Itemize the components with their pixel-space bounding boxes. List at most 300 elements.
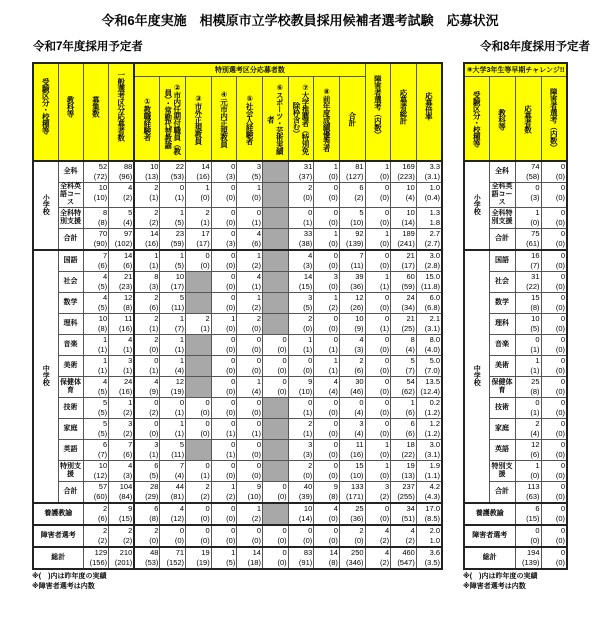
header-early-challenge: ⑨大学3年生等早期チャレンジ!! (464, 63, 567, 77)
current-value: 2 (154, 335, 159, 344)
current-value: 0 (560, 162, 566, 171)
current-value: 24 (123, 377, 133, 386)
previous-year-value: (0) (380, 366, 390, 375)
subject-label: 国語 (58, 250, 83, 272)
previous-year-value: (6) (97, 261, 108, 270)
value-cell (109, 356, 135, 377)
current-value: 40 (303, 482, 313, 491)
previous-year-value: (0) (251, 345, 261, 354)
previous-year-value: (7) (174, 324, 185, 333)
header-category: 受験区分・校種等 (464, 77, 489, 162)
table-row (464, 503, 567, 525)
previous-year-value: (0) (226, 408, 236, 417)
value-cell (541, 547, 567, 569)
value-cell (288, 377, 314, 398)
value-cell (391, 229, 417, 251)
previous-year-value: (51) (401, 514, 415, 523)
current-value: 12 (175, 377, 185, 386)
value-cell (160, 161, 186, 183)
previous-year-value: (1) (97, 366, 108, 375)
subject-label: 保健体育 (58, 377, 83, 398)
value-cell (288, 461, 314, 482)
previous-year-value: (72) (93, 172, 108, 181)
current-value: 10 (355, 314, 364, 323)
current-value: 5 (179, 440, 185, 449)
value-cell (262, 356, 288, 377)
previous-year-value: (0) (555, 387, 566, 396)
current-value: 0 (231, 293, 236, 302)
previous-year-value: (7.0) (424, 366, 440, 375)
current-value: 1 (333, 293, 338, 302)
value-cell (391, 356, 417, 377)
previous-year-value: (19) (170, 387, 185, 396)
value-cell (211, 398, 237, 419)
previous-year-value: (2) (97, 536, 108, 545)
value-cell (237, 398, 263, 419)
previous-year-value: (91) (298, 558, 313, 567)
table-row (33, 377, 442, 398)
current-value: 23 (175, 229, 185, 238)
previous-year-value: (5) (303, 303, 313, 312)
previous-year-value: (2) (328, 303, 338, 312)
value-cell (365, 335, 391, 356)
current-value: 2 (359, 356, 364, 365)
previous-year-value: (17) (196, 239, 210, 248)
previous-year-value: (0) (380, 514, 390, 523)
value-cell (134, 503, 160, 525)
header-category: 受験区分・校種等 (33, 63, 58, 161)
current-value: 10 (175, 272, 185, 281)
current-value: 0 (282, 356, 287, 365)
header-disabled: 障害者選考（内数） (541, 77, 567, 162)
value-cell (160, 461, 186, 482)
previous-year-value: (17) (170, 282, 185, 291)
previous-year-value: (0) (380, 450, 390, 459)
value-cell (134, 377, 160, 398)
value-cell (160, 419, 186, 440)
previous-year-value: (0) (328, 471, 338, 480)
current-value: 0 (282, 335, 287, 344)
current-value: 0 (385, 208, 390, 217)
current-value: 1.0 (429, 183, 440, 192)
current-value: 6 (359, 183, 364, 192)
value-cell (237, 377, 263, 398)
value-cell (237, 503, 263, 525)
previous-year-value: (2) (200, 492, 210, 501)
value-cell (541, 161, 567, 183)
current-value: 2 (154, 183, 159, 192)
table-row (33, 229, 442, 251)
previous-year-value: (6) (123, 261, 133, 270)
subject-label: 全科 (58, 161, 83, 183)
subject-label: 理科 (489, 314, 515, 335)
previous-year-value: (0) (277, 387, 287, 396)
value-cell (83, 440, 109, 461)
value-cell (365, 461, 391, 482)
current-value: 0 (333, 461, 338, 470)
previous-year-value: (59) (401, 282, 415, 291)
current-value: 0 (256, 526, 261, 535)
previous-year-value: (127) (346, 172, 364, 181)
previous-year-value: (7) (405, 366, 415, 375)
current-value: 0 (205, 419, 210, 428)
current-value: 14 (123, 251, 133, 260)
not-applicable-cell (262, 183, 288, 208)
current-value: 0 (359, 398, 364, 407)
current-value: 7 (128, 440, 133, 449)
value-cell (109, 398, 135, 419)
value-cell (541, 314, 567, 335)
current-value: 71 (175, 548, 185, 557)
note: ※障害者選考は内数 (463, 583, 526, 590)
previous-year-value: (4) (328, 387, 338, 396)
previous-year-value: (11) (171, 303, 185, 312)
current-value: 0 (282, 526, 287, 535)
previous-year-value: (1) (226, 450, 236, 459)
previous-year-value: (0) (200, 193, 210, 202)
value-cell (160, 293, 186, 314)
value-cell (134, 547, 160, 569)
current-value: 21 (123, 272, 133, 281)
current-value: 1 (205, 183, 210, 192)
previous-year-value: (0) (380, 193, 390, 202)
current-value: 3 (128, 356, 133, 365)
current-value: 19 (201, 548, 210, 557)
value-cell (365, 398, 391, 419)
previous-year-value: (0) (226, 282, 236, 291)
value-cell (416, 183, 442, 208)
previous-year-value: (2) (251, 303, 261, 312)
value-cell (134, 183, 160, 208)
value-cell (314, 525, 340, 547)
previous-year-value: (15) (118, 514, 133, 523)
current-value: 15.0 (425, 272, 440, 281)
value-cell (109, 229, 135, 251)
previous-year-value: (5) (149, 471, 159, 480)
current-value: 21 (406, 314, 415, 323)
previous-year-value: (346) (346, 558, 364, 567)
table-row (33, 461, 442, 482)
value-cell (160, 547, 186, 569)
previous-year-value: (26) (350, 303, 364, 312)
current-value: 0 (535, 398, 540, 407)
previous-year-value: (0) (555, 345, 566, 354)
previous-year-value: (12) (93, 471, 108, 480)
value-cell (314, 482, 340, 504)
previous-year-value: (6) (405, 429, 415, 438)
value-cell (211, 440, 237, 461)
value-cell (339, 272, 365, 293)
current-value: 0 (560, 251, 566, 260)
previous-year-value: (139) (521, 558, 540, 567)
value-cell (186, 208, 212, 229)
value-cell (288, 161, 314, 183)
previous-year-value: (36) (350, 282, 364, 291)
value-cell (160, 398, 186, 419)
current-value: 0 (231, 272, 236, 281)
value-cell (339, 503, 365, 525)
value-cell (186, 547, 212, 569)
value-cell (109, 335, 135, 356)
previous-year-value: (0) (149, 536, 159, 545)
previous-year-value: (15) (526, 514, 540, 523)
current-value: 3 (385, 482, 390, 491)
current-value: 0 (231, 162, 236, 171)
current-value: 6 (102, 440, 108, 449)
value-cell (211, 161, 237, 183)
value-cell (541, 440, 567, 461)
previous-year-value: (1) (174, 408, 185, 417)
previous-year-value: (0) (555, 558, 566, 567)
current-value: 10 (406, 208, 415, 217)
previous-year-value: (0) (555, 193, 566, 202)
current-value: 0 (560, 548, 566, 557)
current-value: 8 (154, 272, 159, 281)
previous-year-value: (0) (555, 408, 566, 417)
current-value: 460 (402, 548, 415, 557)
previous-year-value: (96) (118, 172, 133, 181)
current-value: 6 (154, 504, 159, 513)
value-cell (109, 208, 135, 229)
current-value: 0 (154, 356, 159, 365)
subject-label: 家庭 (489, 419, 515, 440)
current-value: 81 (355, 162, 364, 171)
previous-year-value: (8) (328, 558, 338, 567)
previous-year-value: (3) (303, 450, 313, 459)
previous-year-value: (46) (350, 387, 364, 396)
previous-year-value: (2) (149, 218, 159, 227)
previous-year-value: (0) (251, 324, 261, 333)
previous-year-value: (0) (380, 303, 390, 312)
current-value: 0 (154, 398, 159, 407)
value-cell (211, 183, 237, 208)
previous-year-value: (0) (251, 408, 261, 417)
previous-year-value: (0) (380, 387, 390, 396)
previous-year-value: (5) (97, 387, 108, 396)
header-special-2: ②市内任期付職員（教員）・常勤代替教諭 (160, 77, 186, 162)
value-cell (211, 503, 237, 525)
value-cell (339, 293, 365, 314)
current-value: 1 (256, 504, 261, 513)
current-value: 0 (231, 229, 236, 238)
current-value: 21 (406, 251, 415, 260)
previous-year-value: (5) (226, 558, 236, 567)
current-value: 97 (123, 229, 133, 238)
subject-label: 保健体育 (489, 377, 515, 398)
previous-year-value: (12) (170, 514, 185, 523)
table-row (33, 183, 442, 208)
value-cell (314, 377, 340, 398)
previous-year-value: (10) (350, 471, 364, 480)
value-cell (83, 525, 109, 547)
current-value: 2 (205, 482, 210, 491)
current-value: 12 (123, 293, 133, 302)
previous-year-value: 1.8 (429, 218, 440, 227)
previous-year-value: (0) (226, 387, 236, 396)
value-cell (416, 250, 442, 272)
value-cell (541, 398, 567, 419)
value-cell (416, 398, 442, 419)
value-cell (339, 440, 365, 461)
previous-year-value: (2) (149, 408, 159, 417)
current-value: 0 (535, 335, 540, 344)
value-cell (211, 229, 237, 251)
current-value: 24 (406, 293, 415, 302)
previous-year-value: (0) (303, 324, 313, 333)
previous-year-value: (39) (298, 492, 313, 501)
value-cell (237, 208, 263, 229)
current-value: 1 (102, 335, 108, 344)
not-applicable-cell (262, 503, 288, 525)
current-value: 1 (385, 229, 390, 238)
previous-year-value: (0) (328, 261, 338, 270)
value-cell (541, 183, 567, 208)
current-value: 6 (410, 419, 415, 428)
subject-label: 音楽 (58, 335, 83, 356)
current-value: 0 (333, 440, 338, 449)
current-value: 10 (98, 183, 108, 192)
value-cell (515, 356, 541, 377)
value-cell (339, 161, 365, 183)
current-value: 7 (359, 251, 364, 260)
previous-year-value: (4) (405, 193, 415, 202)
current-value: 1 (179, 419, 185, 428)
current-value: 0 (385, 251, 390, 260)
previous-year-value: (53) (170, 172, 185, 181)
current-value: 1 (410, 398, 415, 407)
previous-year-value: (37) (298, 172, 313, 181)
header-special-9: 合計 (339, 77, 365, 162)
current-value: 0 (385, 377, 390, 386)
previous-year-value: (11.8) (420, 282, 440, 291)
current-value: 10 (531, 314, 540, 323)
current-value: 9 (256, 482, 261, 491)
previous-year-value: (14) (298, 514, 313, 523)
value-cell (160, 335, 186, 356)
current-value: 0 (333, 314, 338, 323)
subject-label: 美術 (58, 356, 83, 377)
previous-year-value: (139) (346, 239, 364, 248)
value-cell (288, 250, 314, 272)
row-label: 総計 (464, 547, 515, 569)
value-cell (365, 356, 391, 377)
current-value: 1 (333, 162, 338, 171)
previous-year-value: (8) (149, 514, 159, 523)
value-cell (365, 547, 391, 569)
not-applicable-cell (186, 335, 212, 356)
previous-year-value: (25) (401, 324, 415, 333)
value-cell (391, 503, 417, 525)
subject-label: 全科英語コース (60, 183, 81, 206)
value-cell (186, 183, 212, 208)
previous-year-value: (5) (97, 282, 108, 291)
current-value: 1 (231, 314, 236, 323)
current-value: 4 (179, 504, 185, 513)
current-value: 8.0 (429, 335, 440, 344)
current-value: 5 (128, 208, 133, 217)
subject-label: 社会 (489, 272, 515, 293)
current-value: 1 (385, 162, 390, 171)
value-cell (134, 335, 160, 356)
value-cell (134, 482, 160, 504)
value-cell (515, 377, 541, 398)
previous-year-value: (0) (328, 282, 338, 291)
value-cell (339, 208, 365, 229)
current-value: 1.3 (429, 208, 440, 217)
current-value: 1 (231, 548, 236, 557)
value-cell (515, 183, 541, 208)
current-value: 129 (94, 548, 108, 557)
previous-year-value: (0) (277, 536, 287, 545)
previous-year-value: (16) (145, 239, 159, 248)
current-value: 4 (410, 526, 415, 535)
current-value: 0 (560, 482, 566, 491)
previous-year-value: (58) (526, 172, 540, 181)
value-cell (391, 183, 417, 208)
table-row (33, 482, 442, 504)
value-cell (515, 229, 541, 251)
value-cell (160, 183, 186, 208)
current-value: 2 (154, 208, 159, 217)
current-value: 0 (333, 208, 338, 217)
current-value: 8 (410, 335, 415, 344)
previous-year-value: (18) (247, 558, 261, 567)
previous-year-value: (0) (200, 536, 210, 545)
value-cell (339, 461, 365, 482)
current-value: 92 (355, 229, 364, 238)
previous-year-value: (0) (303, 471, 313, 480)
value-cell (109, 461, 135, 482)
value-cell (288, 398, 314, 419)
current-value: 2.1 (429, 314, 440, 323)
value-cell (134, 461, 160, 482)
previous-year-value: (0) (251, 536, 261, 545)
current-value: 52 (98, 162, 108, 171)
current-value: 0 (231, 398, 236, 407)
header-applicants: 応募者数 (515, 77, 541, 162)
previous-year-value: (10) (93, 193, 108, 202)
value-cell (186, 482, 212, 504)
previous-year-value: (1) (303, 429, 313, 438)
previous-year-value: (1) (226, 429, 236, 438)
previous-year-value: (14) (401, 218, 415, 227)
current-value: 1 (256, 183, 261, 192)
previous-year-value: (0) (555, 492, 566, 501)
value-cell (288, 208, 314, 229)
previous-year-value: (6) (530, 450, 540, 459)
current-value: 4 (102, 272, 108, 281)
previous-year-value: (0) (380, 345, 390, 354)
value-cell (186, 250, 212, 272)
value-cell (288, 547, 314, 569)
value-cell (160, 525, 186, 547)
current-value: 4 (102, 377, 108, 386)
current-value: 1 (333, 356, 338, 365)
previous-year-value: (29) (145, 492, 159, 501)
value-cell (314, 229, 340, 251)
previous-year-value: (1) (149, 366, 159, 375)
header-special-3: ③市外正規教員 (186, 77, 212, 162)
previous-year-value: (81) (170, 492, 185, 501)
current-value: 16 (531, 251, 540, 260)
previous-year-value: (0) (555, 282, 566, 291)
current-value: 0 (560, 272, 566, 281)
previous-year-value: (5) (97, 429, 108, 438)
previous-year-value: (2) (354, 193, 364, 202)
current-value: 75 (531, 229, 540, 238)
current-value: 0 (333, 183, 338, 192)
current-value: 1.2 (429, 419, 440, 428)
